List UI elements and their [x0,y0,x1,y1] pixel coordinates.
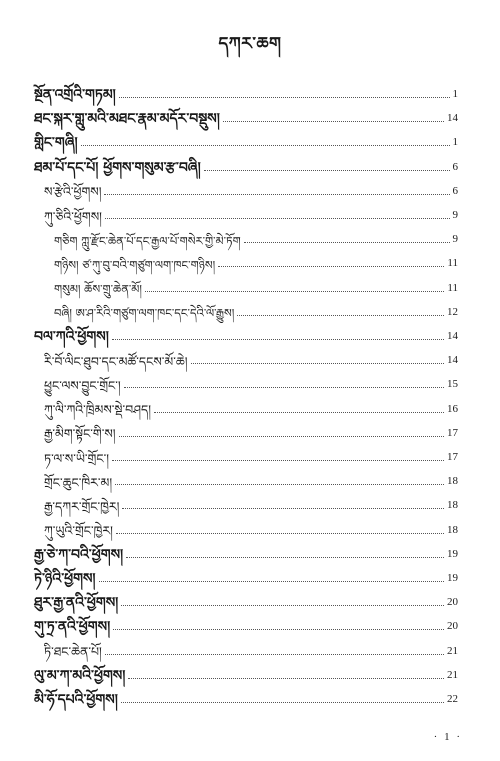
toc-entry-page: 17 [447,451,458,463]
toc-entry[interactable] [34,661,458,683]
toc-entry-page: 18 [447,499,458,512]
toc-entry[interactable] [44,177,458,199]
toc-entry-page: 11 [447,281,458,294]
toc-entry-title: བལ་ཀའི་ཕྱོགས། [34,329,109,345]
toc-entry-page: 1 [452,136,458,149]
toc-entry-title: གུ་ཏྲ་ནའི་ཕྱོགས། [34,619,111,636]
toc-entry[interactable] [54,249,458,271]
dot-leader [112,339,444,340]
toc-entry-title: ཕྱུང་ལས་བྱུང་གྲོང་། [44,377,121,393]
dot-leader [119,97,450,98]
toc-entry-page: 12 [447,305,458,318]
toc-entry-page: 1 [452,88,458,100]
dot-leader [112,460,444,461]
toc-entry-title: ཀུ་ལི་ཀའི་ཁྲིམས་སྡེ་བཤད། [44,402,152,418]
dot-leader [81,145,450,146]
toc-entry[interactable] [44,516,458,538]
toc-entry-title: ལུ་མ་ཀ་མའི་ཕྱོགས། [34,667,126,684]
page-number: · 1 · [433,731,462,743]
page-title: དཀར་ཆག [218,34,282,54]
toc-entry[interactable] [34,322,458,344]
toc-entry-title: ཐམ་པོ་དང་པོ། ཕྱོགས་གསུམ་རྩ་བཞི། [34,159,201,176]
toc-entry-page: 9 [452,209,458,221]
toc-entry-title: ཏ་ལ་ས་ཡི་གྲོང་། [44,450,109,466]
toc-entry[interactable] [44,201,458,223]
toc-entry-page: 18 [447,523,458,536]
toc-entry-title: གྲོང་ཆུང་ཁིར་མ། [44,474,113,490]
toc-entry-page: 14 [447,330,458,342]
dot-leader [121,702,444,703]
toc-entry[interactable] [44,467,458,489]
toc-entry-page: 18 [447,475,458,488]
toc-entry-title: གཅིག ཀླུ་རྫོང་ཆེན་པོ་དང་རྒྱལ་པོ་གསེར་གྱི་མེ་ཏོག [54,233,241,248]
toc-entry[interactable] [44,395,458,417]
toc-entry-title: བཞི། ཨ་ཤ་རིའི་གཙུག་ལག་ཁང་དང་དེའི་ལོ་རྒྱུས། [54,306,235,321]
toc-entry[interactable] [34,564,458,586]
toc-entry[interactable] [44,419,458,441]
toc-entry[interactable] [34,104,458,126]
toc-entry[interactable] [44,491,458,513]
dot-leader [126,557,444,558]
toc-entry[interactable] [34,540,458,562]
toc-entry-page: 17 [447,426,458,439]
toc-entry-title: ཐུར་རྒྱ་ནའི་ཕྱོགས། [34,595,119,612]
dot-leader [122,508,444,509]
toc-entry-page: 22 [447,693,458,705]
toc-entry[interactable] [44,443,458,465]
toc-entry-page: 6 [452,160,458,173]
toc-entry-page: 11 [447,257,458,270]
toc-entry-title: རི་བོ་ལིང་ཐུབ་དང་མཚོ་དངས་མོ་ཆེ། [44,353,188,369]
toc-entry[interactable] [34,685,458,707]
toc-entry-page: 21 [447,644,458,657]
dot-leader [99,581,444,582]
toc-entry[interactable] [54,298,458,320]
toc-entry-page: 14 [447,112,458,125]
dot-leader [244,242,450,243]
toc-entry-title: གསུམ། ཆོས་གྲུ་ཆེན་མོ། [54,282,142,297]
toc-entry-title: གཉིས། ཙ་ཀུ་བུ་བའི་གཙུག་ལག་ཁང་གཉིས། [54,257,216,272]
toc-entry-page: 20 [447,596,458,609]
toc-entry[interactable] [44,346,458,368]
dot-leader [113,629,444,630]
toc-entry-page: 14 [447,354,458,367]
toc-entry[interactable] [44,637,458,659]
toc-entry[interactable] [54,274,458,296]
dot-leader [105,218,450,219]
toc-entry-title: ཏེ་ཉིའི་ཕྱོགས། [34,571,96,587]
toc-entry-title: ཐང་སྐར་གླུ་མའི་མཐང་རྣམ་མདོར་བསྡུས། [34,111,220,128]
dot-leader [204,170,450,171]
dot-leader [154,412,444,413]
dot-leader [105,654,444,655]
toc-entry-page: 21 [447,668,458,681]
toc-entry[interactable] [54,225,458,247]
toc-entry-title: ཀུ་ཅིའི་ཕྱོགས། [44,208,102,224]
dot-leader [218,266,444,267]
dot-leader [115,484,444,485]
toc-entry-page: 19 [447,547,458,560]
dot-leader [124,387,444,388]
toc-entry[interactable] [34,588,458,610]
dot-leader [191,363,445,364]
toc-entry[interactable] [44,370,458,392]
toc-entry-title: ས་རྩེའི་ཕྱོགས། [44,184,102,200]
dot-leader [121,605,444,606]
dot-leader [128,678,444,679]
toc-entry-page: 19 [447,572,458,584]
dot-leader [145,291,444,292]
toc-entry[interactable] [34,153,458,175]
toc-entry[interactable] [34,80,458,102]
dot-leader [104,194,449,195]
toc-entry-page: 15 [447,378,458,391]
dot-leader [116,533,444,534]
dot-leader [223,121,444,122]
toc-entry-title: རྒྱ་ཅེ་ཀ་བའི་ཕྱོགས། [34,546,124,563]
dot-leader [119,436,444,437]
toc-entry-page: 9 [452,233,458,246]
toc-entry-title: རྒྱ་དཀར་གྲོང་ཁྱེར། [44,498,120,514]
toc-entry-title: གླིང་གཞི། [34,135,78,152]
dot-leader [237,315,444,316]
toc-entry-page: 16 [447,402,458,415]
toc-entry[interactable] [34,612,458,634]
toc-entry[interactable] [34,128,458,150]
toc-entry-title: ཀུ་ཡུའི་གྲོང་ཁྱེར། [44,523,113,539]
toc-entry-title: རྒྱ་མིག་སྟོང་གི་ས། [44,426,116,442]
toc-entry-title: མི་ཧོ་དཔའི་ཕྱོགས། [34,692,118,708]
toc-entry-page: 6 [452,184,458,197]
toc-entry-title: སྔོན་འགྲོའི་གཏམ། [34,87,116,103]
toc-entry-page: 20 [447,620,458,633]
toc-entry-title: ཏི་ཐང་ཆེན་པོ། [44,644,102,660]
